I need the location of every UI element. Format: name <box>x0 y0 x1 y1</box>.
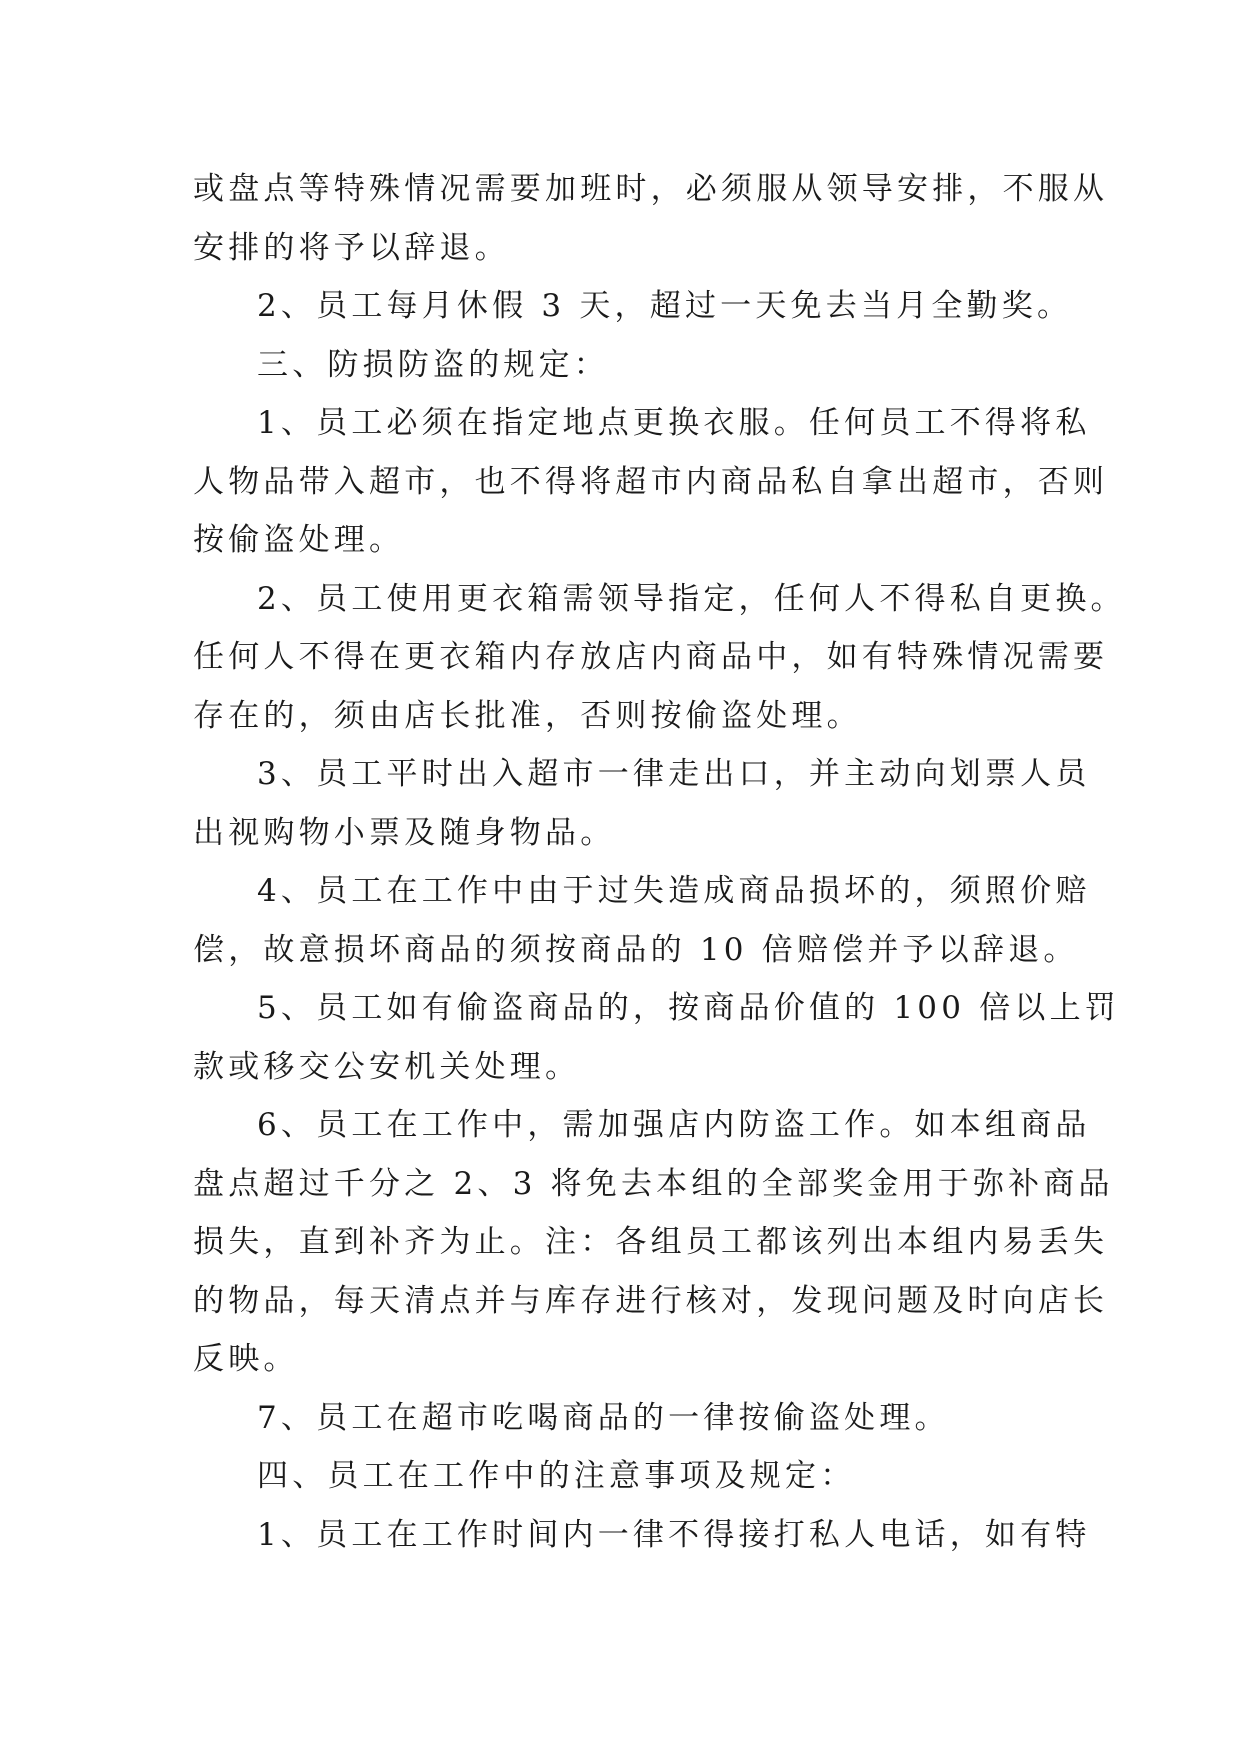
text-line: 1、员工在工作时间内一律不得接打私人电话，如有特 <box>257 1516 1091 1553</box>
text-line: 或盘点等特殊情况需要加班时，必须服从领导安排，不服从 <box>193 171 1109 207</box>
section-heading: 四、员工在工作中的注意事项及规定： <box>257 1458 856 1494</box>
text-line: 反映。 <box>193 1341 299 1377</box>
text-line: 6、员工在工作中，需加强店内防盗工作。如本组商品 <box>257 1107 1091 1143</box>
text-line: 的物品，每天清点并与库存进行核对，发现问题及时向店长 <box>193 1282 1109 1319</box>
text-line: 出视购物小票及随身物品。 <box>193 814 616 851</box>
text-line: 损失，直到补齐为止。注：各组员工都该列出本组内易丢失 <box>193 1224 1109 1260</box>
section-heading: 三、防损防盗的规定： <box>257 346 609 383</box>
document-page <box>193 160 1126 1564</box>
text-line: 2、员工每月休假 3 天，超过一天免去当月全勤奖。 <box>257 288 1073 324</box>
text-line: 7、员工在超市吃喝商品的一律按偷盗处理。 <box>257 1399 950 1436</box>
text-line: 安排的将予以辞退。 <box>193 229 510 266</box>
text-line: 4、员工在工作中由于过失造成商品损坏的，须照价赔 <box>257 873 1091 909</box>
text-line: 5、员工如有偷盗商品的，按商品价值的 100 倍以上罚 <box>257 990 1120 1026</box>
text-line: 2、员工使用更衣箱需领导指定，任何人不得私自更换。 <box>257 580 1126 617</box>
text-line: 1、员工必须在指定地点更换衣服。任何员工不得将私 <box>257 405 1091 441</box>
text-line: 任何人不得在更衣箱内存放店内商品中，如有特殊情况需要 <box>193 639 1109 675</box>
text-line: 按偷盗处理。 <box>193 522 405 558</box>
text-line: 人物品带入超市，也不得将超市内商品私自拿出超市，否则 <box>193 463 1109 500</box>
text-line: 存在的，须由店长批准，否则按偷盗处理。 <box>193 697 862 734</box>
text-line: 盘点超过千分之 2、3 将免去本组的全部奖金用于弥补商品 <box>193 1165 1114 1202</box>
text-line: 偿，故意损坏商品的须按商品的 10 倍赔偿并予以辞退。 <box>193 931 1079 968</box>
text-line: 3、员工平时出入超市一律走出口，并主动向划票人员 <box>257 756 1091 792</box>
text-line: 款或移交公安机关处理。 <box>193 1048 581 1085</box>
